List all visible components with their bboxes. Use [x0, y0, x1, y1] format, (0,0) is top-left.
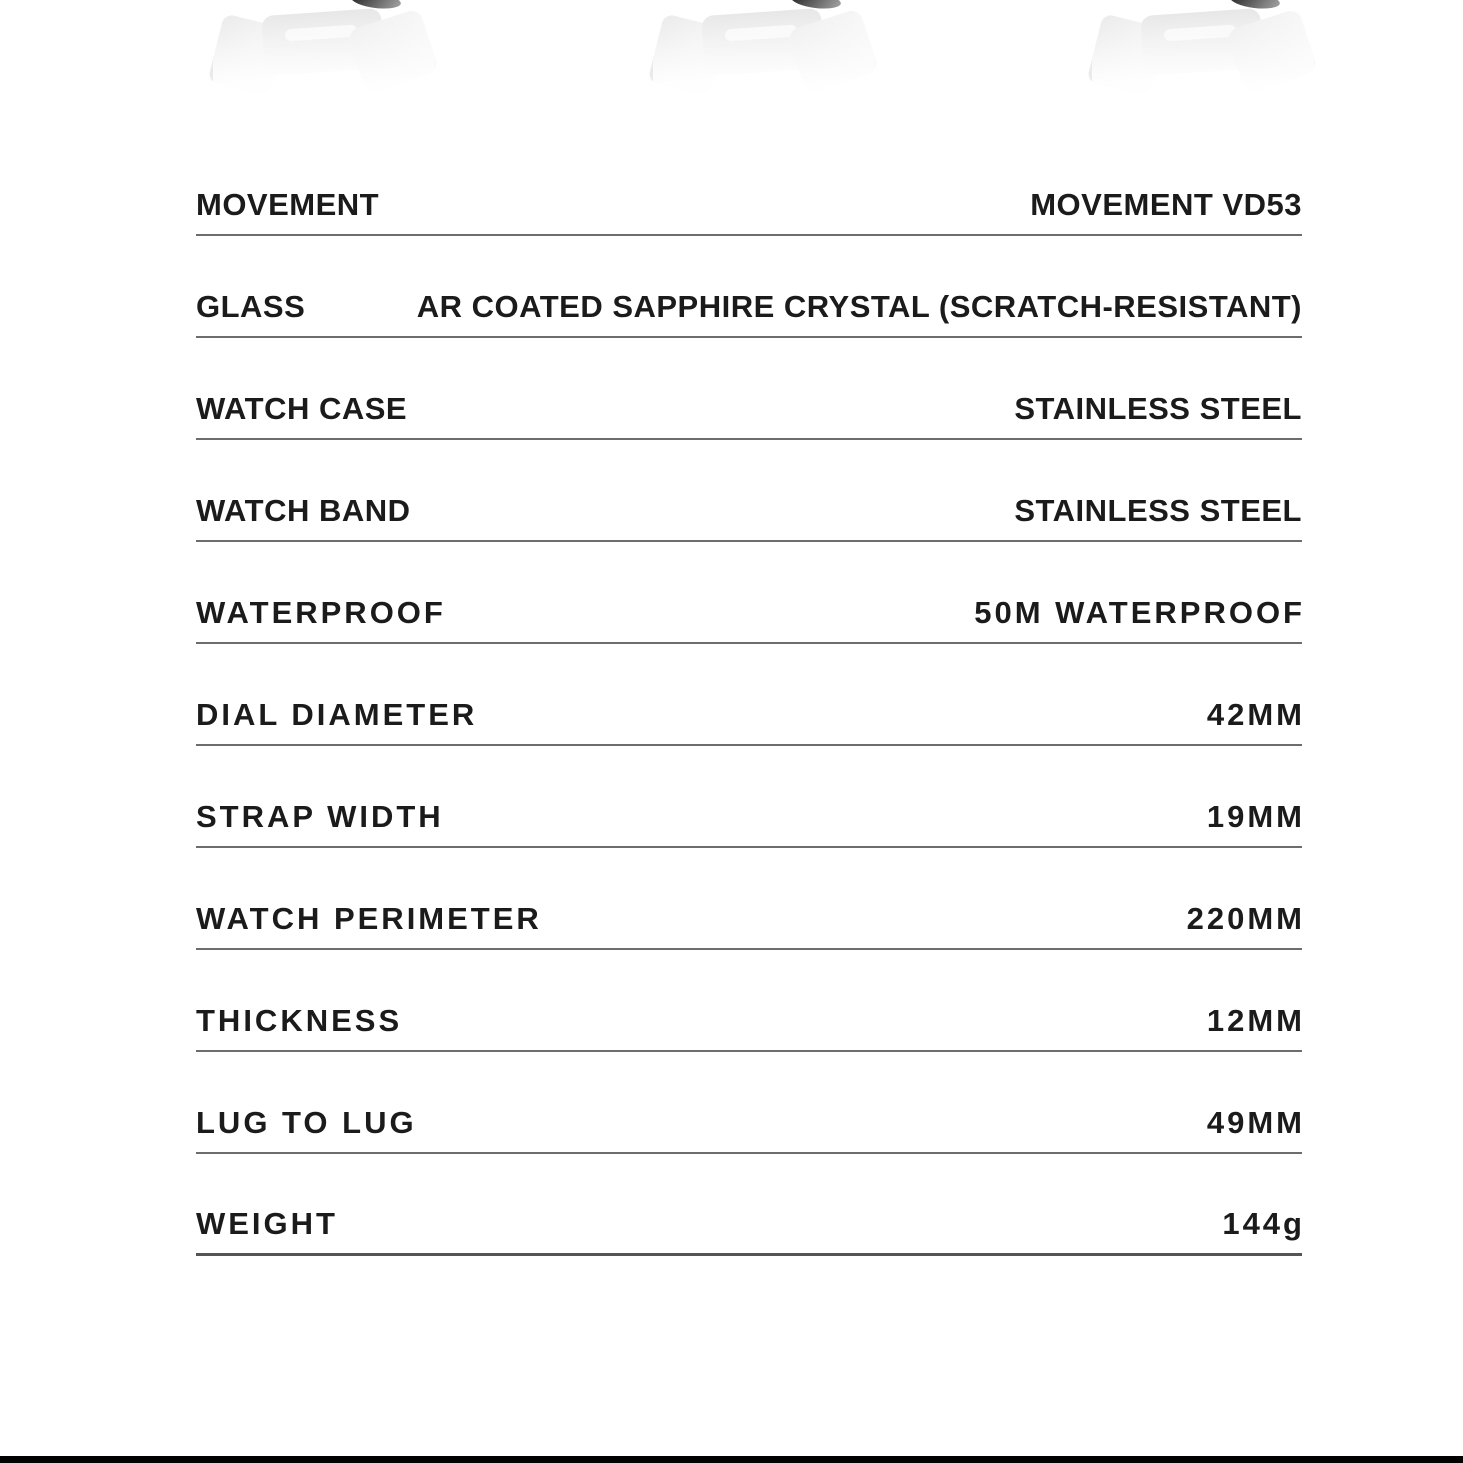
spec-value: STAINLESS STEEL: [1014, 391, 1302, 426]
spec-row-dial-diameter: [196, 644, 1305, 746]
white-fade-overlay: [1092, 0, 1314, 110]
spec-value: AR COATED SAPPHIRE CRYSTAL (SCRATCH-RESISTANT): [416, 289, 1302, 324]
spec-value: MOVEMENT VD53: [1030, 187, 1302, 222]
spec-label: MOVEMENT: [196, 187, 380, 222]
spec-row-watch-band: [196, 440, 1302, 542]
spec-label: GLASS: [196, 289, 306, 324]
spec-row-movement: [196, 134, 1302, 236]
spec-value: STAINLESS STEEL: [1014, 493, 1302, 528]
spec-label: WATCH PERIMETER: [196, 901, 542, 936]
white-fade-overlay: [213, 0, 435, 110]
spec-table: [196, 134, 1305, 1256]
spec-value: 144g: [1222, 1206, 1305, 1241]
spec-row-watch-case: [196, 338, 1302, 440]
spec-label: WATERPROOF: [196, 595, 446, 630]
watch-bracelet-photo-left: [213, 0, 435, 110]
white-fade-overlay: [653, 0, 875, 110]
bottom-bar: [0, 1456, 1463, 1463]
spec-label: WATCH BAND: [196, 493, 411, 528]
watch-bracelet-photo-center: [653, 0, 875, 110]
spec-value: 42MM: [1206, 697, 1305, 732]
spec-value: 220MM: [1186, 901, 1305, 936]
spec-row-waterproof: [196, 542, 1305, 644]
spec-value: 12MM: [1206, 1003, 1305, 1038]
spec-label: LUG TO LUG: [196, 1105, 417, 1140]
spec-value: 49MM: [1206, 1105, 1305, 1140]
spec-row-strap-width: [196, 746, 1305, 848]
spec-row-glass: [196, 236, 1302, 338]
spec-label: THICKNESS: [196, 1003, 403, 1038]
watch-photo-strip: [0, 0, 1463, 115]
spec-label: STRAP WIDTH: [196, 799, 444, 834]
spec-value: 19MM: [1206, 799, 1305, 834]
spec-row-weight: [196, 1154, 1305, 1256]
spec-row-watch-perimeter: [196, 848, 1305, 950]
spec-label: DIAL DIAMETER: [196, 697, 478, 732]
watch-bracelet-photo-right: [1092, 0, 1314, 110]
spec-label: WEIGHT: [196, 1206, 338, 1241]
spec-row-thickness: [196, 950, 1305, 1052]
spec-label: WATCH CASE: [196, 391, 408, 426]
spec-value: 50M WATERPROOF: [974, 595, 1305, 630]
spec-row-lug-to-lug: [196, 1052, 1305, 1154]
